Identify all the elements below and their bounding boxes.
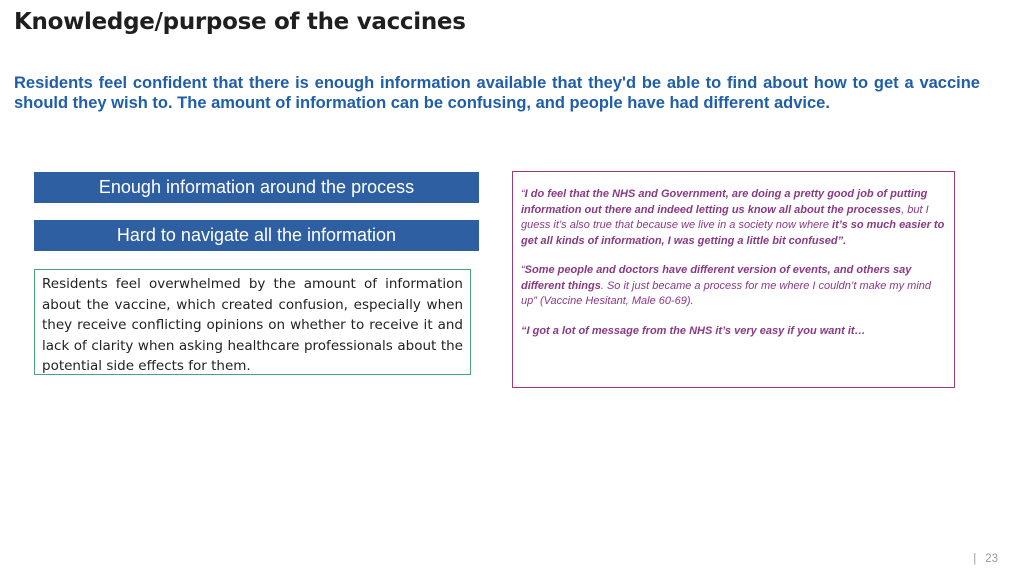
quote-1 [521,187,946,249]
quote-2-bold-part: Some people and doctors have different version of events, and others say different things [521,264,912,292]
page-number-separator: | [973,553,977,565]
intro-summary: Residents feel confident that there is enough information available that they'd be able to find about how to get a vaccine should they wish to. The amount of information can be confusing, and people have had different advice. [14,74,980,112]
finding-box: Residents feel overwhelmed by the amount of information about the vaccine, which created confusion, especially when they receive conflicting opinions on whether to receive it and lack of clarity when asking healthcare professionals about the potential side effects for them. [34,269,471,375]
quote-1-open-mark: “ [521,188,525,200]
theme-bar-enough-information: Enough information around the process [34,172,479,203]
page-number [973,553,998,565]
quote-1-plain-part: , but I guess it’s also true that because we live in a society now where [521,203,929,231]
quote-2-plain-part: . So it just became a process for me where I couldn’t make my mind up” (Vaccine Hesitant, Male 60-69). [521,279,931,307]
page-number-value: 23 [985,553,998,565]
quote-2 [521,263,946,310]
slide-title: Knowledge/purpose of the vaccines [14,9,466,35]
quote-3 [521,324,946,340]
quote-3-bold-part: “I got a lot of message from the NHS it’s very easy if you want it… [521,324,866,337]
quote-2-open-mark: “ [521,264,525,276]
quotes-box [512,171,955,388]
quote-1-bold-part-1: I do feel that the NHS and Government, are doing a pretty good job of putting information out there and indeed letting us know all about the processes [521,188,928,216]
quote-1-bold-part-2: it’s so much easier to get all kinds of information, I was getting a little bit confused”. [521,219,945,247]
theme-bar-hard-to-navigate: Hard to navigate all the information [34,220,479,251]
